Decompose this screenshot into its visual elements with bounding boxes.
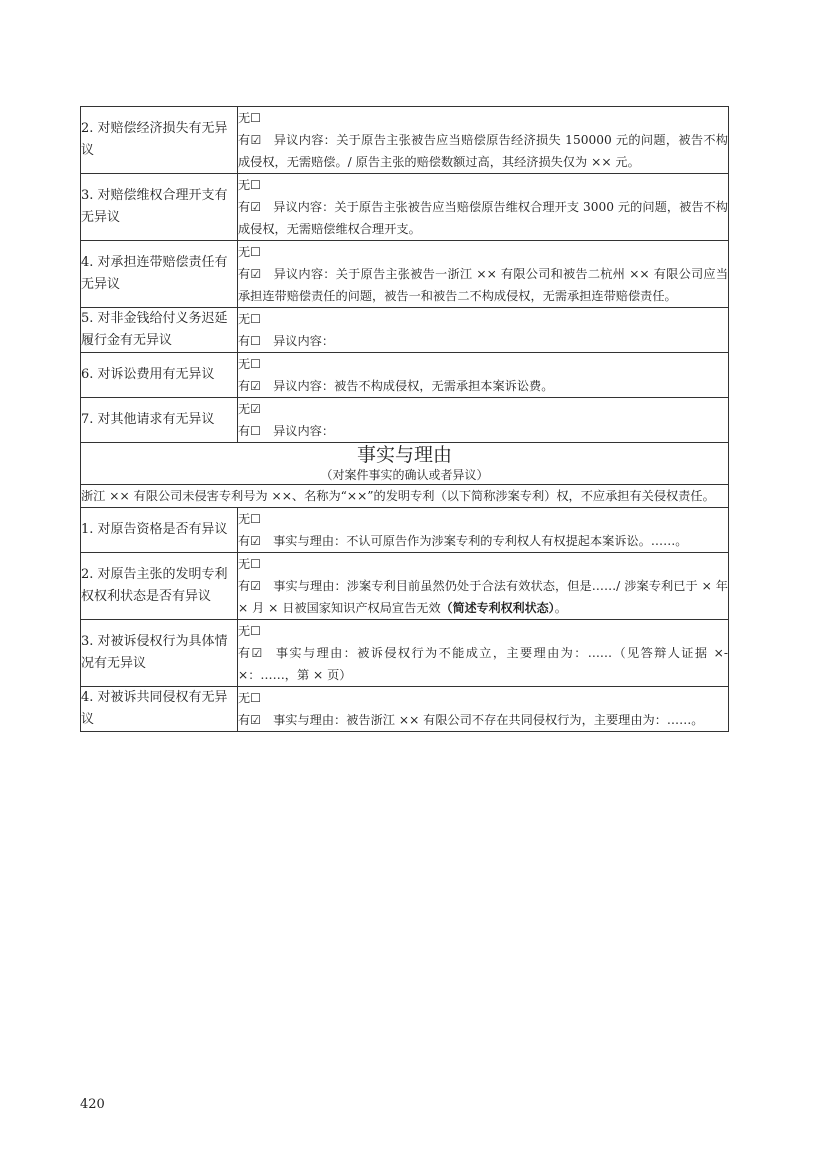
answer-detail — [238, 330, 728, 352]
detail-label: 异议内容： — [273, 379, 335, 393]
detail-bold-text: （简述专利权利状态） — [440, 601, 555, 615]
answer-cell — [238, 241, 729, 308]
answer-detail — [238, 530, 728, 552]
detail-label: 事实与理由： — [273, 579, 347, 593]
option-yes[interactable]: 有☑ — [238, 646, 263, 660]
answer-cell — [238, 398, 729, 443]
question-cell: 5. 对非金钱给付义务迟延履行金有无异议 — [81, 308, 238, 353]
detail-label: 异议内容： — [273, 424, 335, 438]
question-cell: 3. 对被诉侵权行为具体情况有无异议 — [81, 620, 238, 687]
answer-detail — [238, 642, 728, 686]
option-no[interactable]: 无☐ — [238, 512, 262, 526]
answer-cell — [238, 687, 729, 732]
option-no[interactable]: 无☐ — [238, 691, 262, 705]
detail-text: 被诉侵权行为不能成立，主要理由为：……（见答辩人证据 ×-×：……，第 × 页） — [238, 646, 728, 682]
detail-text: 不认可原告作为涉案专利的专利权人有权提起本案诉讼。……。 — [346, 534, 688, 548]
section-header — [81, 443, 729, 485]
answer-detail — [238, 420, 728, 442]
option-yes[interactable]: 有☑ — [238, 713, 262, 727]
answer-cell — [238, 508, 729, 553]
table-row — [81, 398, 729, 443]
option-yes[interactable]: 有☑ — [238, 379, 262, 393]
detail-text: 关于原告主张被告一浙江 ×× 有限公司和被告二杭州 ×× 有限公司应当承担连带赔偿责任的问题，被告一和被告二不构成侵权，无需承担连带赔偿责任。 — [238, 267, 729, 303]
detail-text: 关于原告主张被告应当赔偿原告维权合理开支 3000 元的问题，被告不构成侵权，无需赔偿维权合理开支。 — [238, 200, 728, 236]
section-header-row — [81, 443, 729, 485]
answer-detail — [238, 196, 728, 240]
question-cell: 1. 对原告资格是否有异议 — [81, 508, 238, 553]
table-row — [81, 508, 729, 553]
answer-cell — [238, 553, 729, 620]
detail-label: 异议内容： — [273, 267, 336, 281]
question-cell: 4. 对被诉共同侵权有无异议 — [81, 687, 238, 732]
option-no[interactable]: 无☐ — [238, 245, 262, 259]
question-cell: 4. 对承担连带赔偿责任有无异议 — [81, 241, 238, 308]
detail-text: 被告不构成侵权，无需承担本案诉讼费。 — [334, 379, 554, 393]
option-no[interactable]: 无☐ — [238, 312, 262, 326]
answer-cell — [238, 308, 729, 353]
detail-text: 关于原告主张被告应当赔偿原告经济损失 150000 元的问题，被告不构成侵权，无需赔偿。/ 原告主张的赔偿数额过高，其经济损失仅为 ×× 元。 — [238, 133, 728, 169]
answer-cell — [238, 174, 729, 241]
detail-label: 异议内容： — [273, 133, 337, 147]
option-yes[interactable]: 有☑ — [238, 200, 262, 214]
option-no[interactable]: 无☐ — [238, 111, 262, 125]
answer-detail — [238, 375, 728, 397]
answer-cell — [238, 107, 729, 174]
summary-row — [81, 485, 729, 508]
summary-text: 浙江 ×× 有限公司未侵害专利号为 ××、名称为“××”的发明专利（以下简称涉案专利）权，不应承担有关侵权责任。 — [81, 485, 729, 508]
detail-label: 事实与理由： — [274, 646, 358, 660]
section-title: 事实与理由 — [356, 444, 452, 466]
table-row — [81, 620, 729, 687]
question-cell: 2. 对赔偿经济损失有无异议 — [81, 107, 238, 174]
detail-label: 异议内容： — [273, 200, 335, 214]
detail-text: 涉案专利目前虽然仍处于合法有效状态，但是……/ 涉案专利已于 × 年 × 月 × 日被国家知识产权局宣告无效 — [238, 579, 728, 615]
table-row — [81, 687, 729, 732]
option-no[interactable]: 无☑ — [238, 402, 262, 416]
table-row — [81, 174, 729, 241]
answer-detail — [238, 709, 728, 731]
option-no[interactable]: 无☐ — [238, 357, 262, 371]
option-yes[interactable]: 有☑ — [238, 267, 262, 281]
detail-end: 。 — [554, 601, 567, 615]
option-yes[interactable]: 有☐ — [238, 334, 262, 348]
question-cell: 2. 对原告主张的发明专利权权利状态是否有异议 — [81, 553, 238, 620]
option-no[interactable]: 无☐ — [238, 557, 262, 571]
answer-cell — [238, 353, 729, 398]
question-cell: 6. 对诉讼费用有无异议 — [81, 353, 238, 398]
option-no[interactable]: 无☐ — [238, 178, 262, 192]
answer-detail — [238, 263, 728, 307]
answer-detail — [238, 129, 728, 173]
question-cell: 3. 对赔偿维权合理开支有无异议 — [81, 174, 238, 241]
page-number: 420 — [80, 1097, 105, 1112]
answer-cell — [238, 620, 729, 687]
option-yes[interactable]: 有☑ — [238, 579, 262, 593]
answer-detail — [238, 575, 728, 619]
defense-form-table — [80, 106, 729, 732]
detail-label: 异议内容： — [273, 334, 335, 348]
question-cell: 7. 对其他请求有无异议 — [81, 398, 238, 443]
table-row — [81, 241, 729, 308]
table-row — [81, 308, 729, 353]
detail-text: 被告浙江 ×× 有限公司不存在共同侵权行为，主要理由为：……。 — [346, 713, 704, 727]
option-no[interactable]: 无☐ — [238, 624, 262, 638]
option-yes[interactable]: 有☑ — [238, 133, 262, 147]
option-yes[interactable]: 有☐ — [238, 424, 262, 438]
option-yes[interactable]: 有☑ — [238, 534, 262, 548]
table-row — [81, 553, 729, 620]
section-subtitle: （对案件事实的确认或者异议） — [320, 468, 489, 482]
detail-label: 事实与理由： — [273, 713, 347, 727]
detail-label: 事实与理由： — [273, 534, 347, 548]
table-row — [81, 353, 729, 398]
table-row — [81, 107, 729, 174]
